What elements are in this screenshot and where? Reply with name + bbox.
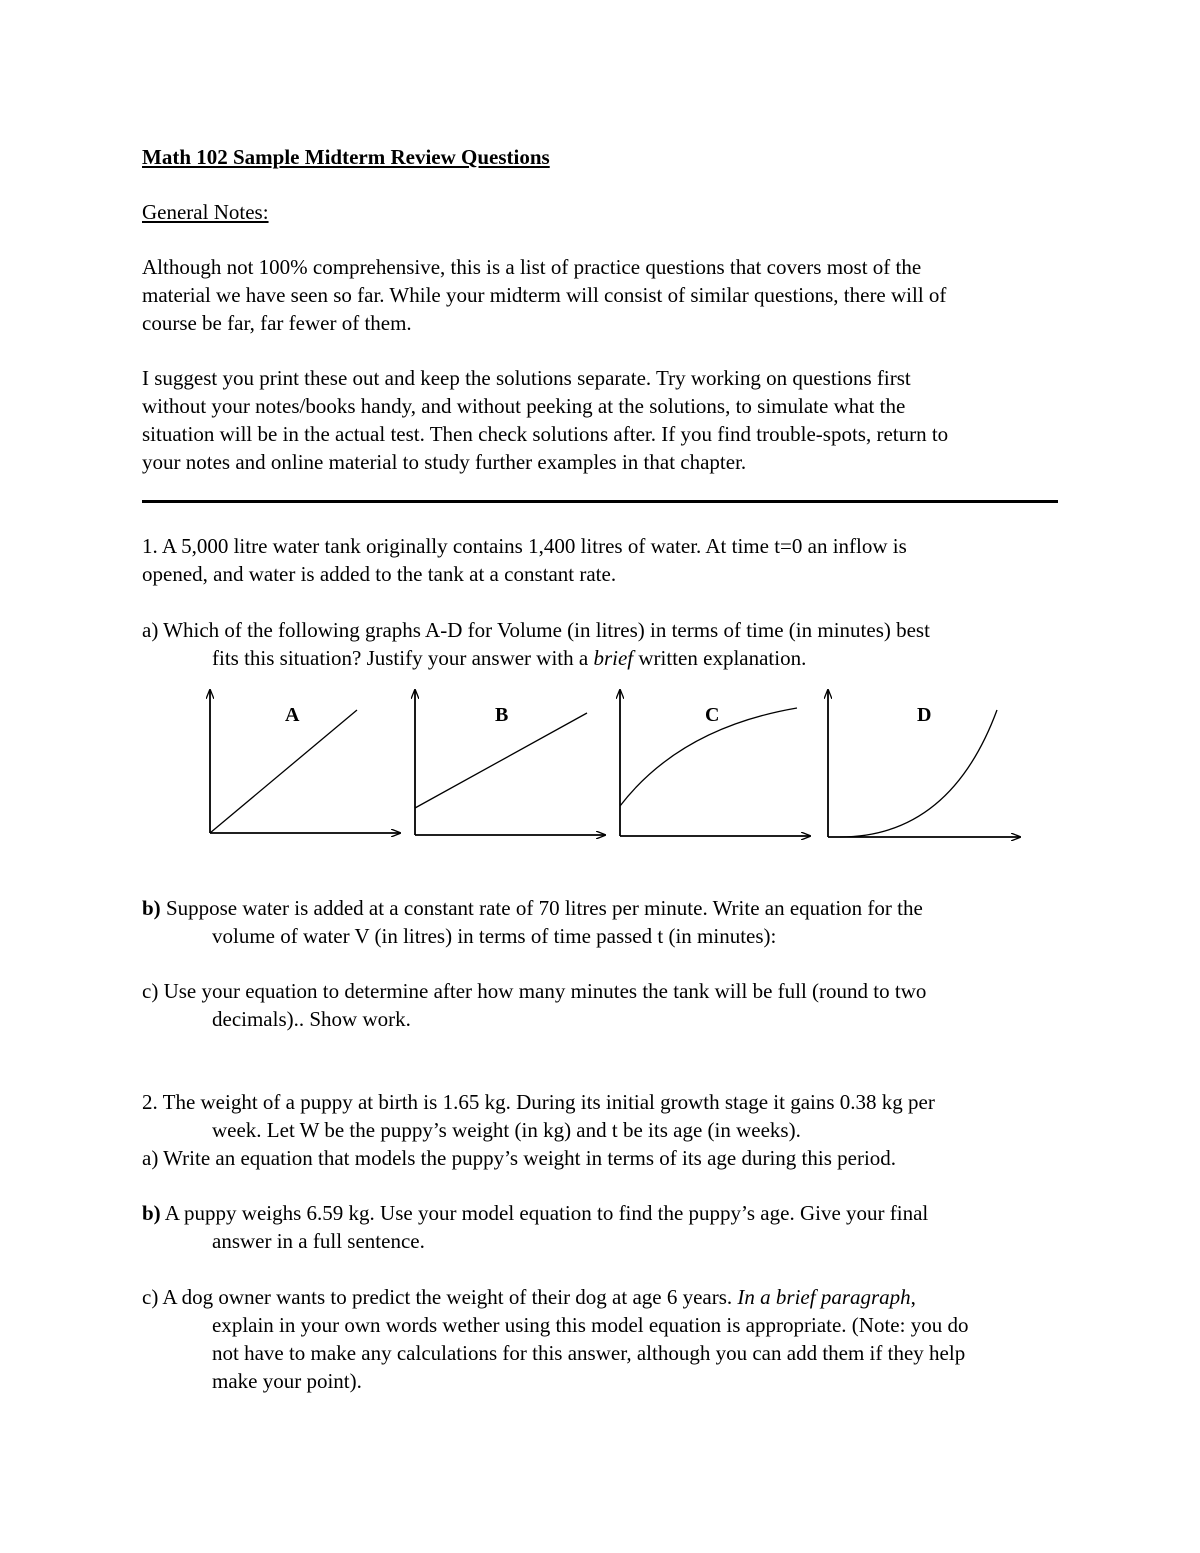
- graph-b-curve: [415, 713, 587, 808]
- graph-b-label: B: [495, 704, 509, 726]
- intro-p2-line: without your notes/books handy, and without peeking at the solutions, to simulate what the: [142, 394, 906, 418]
- graph-c-label: C: [705, 704, 720, 726]
- intro-p1-line: course be far, far fewer of them.: [142, 311, 412, 335]
- page-title: Math 102 Sample Midterm Review Questions: [142, 145, 550, 169]
- graph-a-curve: [210, 710, 357, 833]
- section-divider: [142, 500, 1058, 503]
- q2-stem-line: 2. The weight of a puppy at birth is 1.65 kg. During its initial growth stage it gains 0.38 kg per: [142, 1090, 935, 1114]
- q1b-line1: b) Suppose water is added at a constant rate of 70 litres per minute. Write an equation for the: [142, 896, 923, 920]
- intro-p1-line: material we have seen so far. While your midterm will consist of similar questions, there will of: [142, 283, 947, 307]
- volume-time-graphs: [190, 680, 1030, 850]
- q1a-line1: a) Which of the following graphs A-D for Volume (in litres) in terms of time (in minutes) best: [142, 618, 930, 642]
- q1-stem-line: opened, and water is added to the tank at a constant rate.: [142, 562, 617, 586]
- graph-d-curve: [840, 710, 997, 837]
- q2b-line2: answer in a full sentence.: [212, 1229, 425, 1253]
- q2c-line4: make your point).: [212, 1369, 362, 1393]
- q2c-line2: explain in your own words wether using this model equation is appropriate. (Note: you do: [212, 1313, 969, 1337]
- q2c-line1: c) A dog owner wants to predict the weight of their dog at age 6 years. In a brief paragraph,: [142, 1285, 916, 1309]
- intro-p2-line: your notes and online material to study further examples in that chapter.: [142, 450, 747, 474]
- graph-b: [415, 690, 605, 835]
- q1a-line2: fits this situation? Justify your answer with a brief written explanation.: [212, 646, 807, 670]
- q1b-line2: volume of water V (in litres) in terms of time passed t (in minutes):: [212, 924, 777, 948]
- q1a-emphasis: brief: [593, 646, 634, 670]
- q2b-line1: b) A puppy weighs 6.59 kg. Use your model equation to find the puppy’s age. Give your final: [142, 1201, 929, 1225]
- graph-c: [620, 690, 810, 836]
- q2-stem-line: week. Let W be the puppy’s weight (in kg) and t be its age (in weeks).: [212, 1118, 801, 1142]
- q1c-line2: decimals).. Show work.: [212, 1007, 411, 1031]
- q2a-line: a) Write an equation that models the puppy’s weight in terms of its age during this period.: [142, 1146, 897, 1170]
- graph-a-label: A: [285, 704, 300, 726]
- intro-p2-line: I suggest you print these out and keep the solutions separate. Try working on questions first: [142, 366, 911, 390]
- q1c-line1: c) Use your equation to determine after how many minutes the tank will be full (round to two: [142, 979, 927, 1003]
- intro-p2-line: situation will be in the actual test. Then check solutions after. If you find trouble-spots, return to: [142, 422, 949, 446]
- q1-stem-line: 1. A 5,000 litre water tank originally contains 1,400 litres of water. At time t=0 an inflow is: [142, 534, 907, 558]
- q2c-line3: not have to make any calculations for this answer, although you can add them if they help: [212, 1341, 966, 1365]
- q2c-emphasis: In a brief paragraph: [737, 1285, 911, 1309]
- intro-p1-line: Although not 100% comprehensive, this is a list of practice questions that covers most of the: [142, 255, 922, 279]
- graph-d: [828, 690, 1020, 837]
- graph-a: [210, 690, 400, 833]
- graph-d-label: D: [917, 704, 932, 726]
- general-notes-heading: General Notes:: [142, 200, 269, 224]
